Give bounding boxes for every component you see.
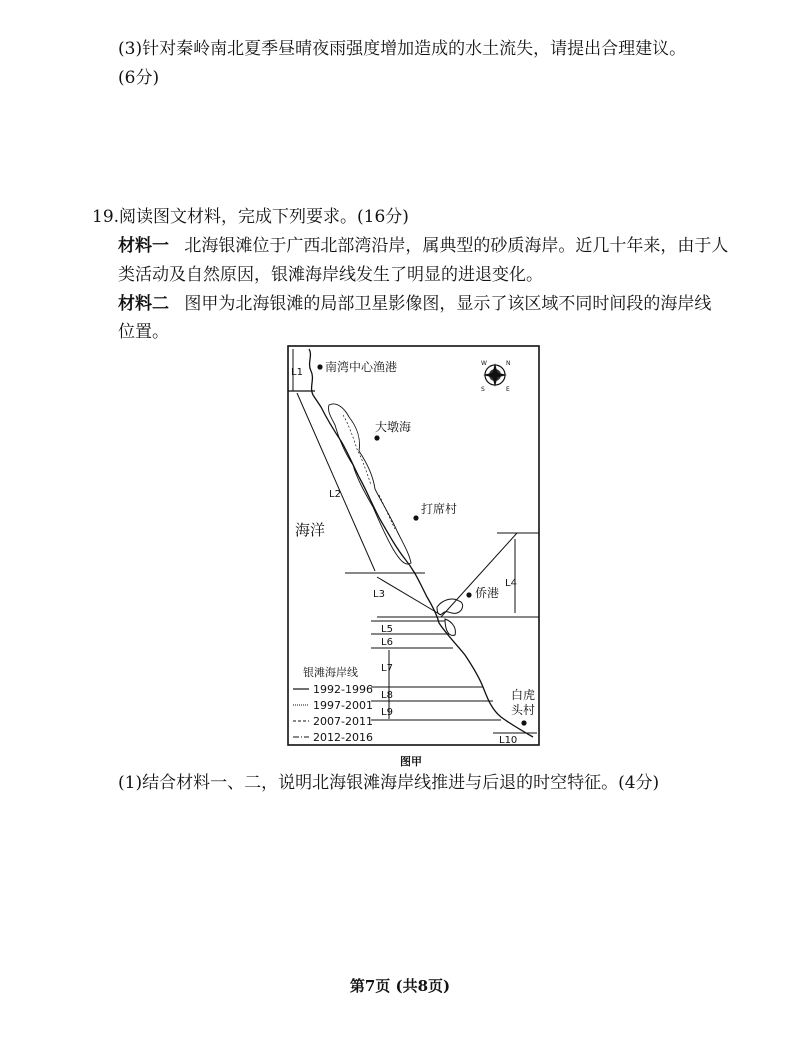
material2-line2: 位置。 [118,322,169,342]
marker-qiaogang [466,592,471,597]
label-l10: L10 [499,735,518,746]
marker-nanwan [317,364,322,369]
q19-part1: (1)结合材料一、二，说明北海银滩海岸线推进与后退的时空特征。(4分) [118,773,660,793]
place-qiaogang: 侨港 [475,586,500,600]
svg-text:N: N [506,360,511,367]
svg-text:E: E [506,386,510,393]
legend-item-4: 2012-2016 [313,731,373,744]
page-footer: 第7页 (共8页) [349,977,451,995]
map-caption: 图甲 [400,755,422,768]
q18-part3-text: (3)针对秦岭南北夏季昼晴夜雨强度增加造成的水土流失，请提出合理建议。 [118,39,687,59]
place-dadunhai: 大墩海 [375,420,412,434]
material1-text-1: 北海银滩位于广西北部湾沿岸，属典型的砂质海岸。近几十年来，由于人 [184,236,729,256]
marker-baihu [521,720,526,725]
label-l3: L3 [373,589,385,600]
material1-line2: 类活动及自然原因，银滩海岸线发生了明显的进退变化。 [118,265,543,285]
material2-label: 材料二 [118,294,169,314]
svg-text:W: W [481,360,487,367]
label-l4: L4 [505,578,517,589]
material2-line1 [118,292,711,316]
q18-part3-score: (6分) [118,68,160,88]
material2-text-1: 图甲为北海银滩的局部卫星影像图，显示了该区域不同时间段的海岸线 [184,294,712,314]
legend-item-1: 1992-1996 [313,683,373,696]
material1-line1 [118,234,728,258]
place-ocean: 海洋 [295,521,326,539]
legend-item-3: 2007-2011 [313,715,373,728]
legend-item-2: 1997-2001 [313,699,373,712]
label-l2: L2 [329,489,341,500]
place-nanwan: 南湾中心渔港 [325,360,398,374]
label-l9: L9 [381,707,393,718]
marker-dadunhai [374,435,379,440]
label-l7: L7 [381,663,393,674]
material1-label: 材料一 [118,236,169,256]
place-daxi: 打席村 [421,502,458,516]
svg-text:S: S [481,386,485,393]
label-l1: L1 [291,367,303,378]
label-l5: L5 [381,624,393,635]
marker-daxi [413,515,418,520]
place-baihu-2: 头村 [511,703,536,717]
label-l6: L6 [381,637,393,648]
q19-heading: 19.阅读图文材料，完成下列要求。(16分) [92,207,409,227]
label-l8: L8 [381,690,393,701]
legend-title: 银滩海岸线 [303,666,358,679]
coastline-map [287,345,541,747]
place-baihu-1: 白虎 [511,688,536,702]
